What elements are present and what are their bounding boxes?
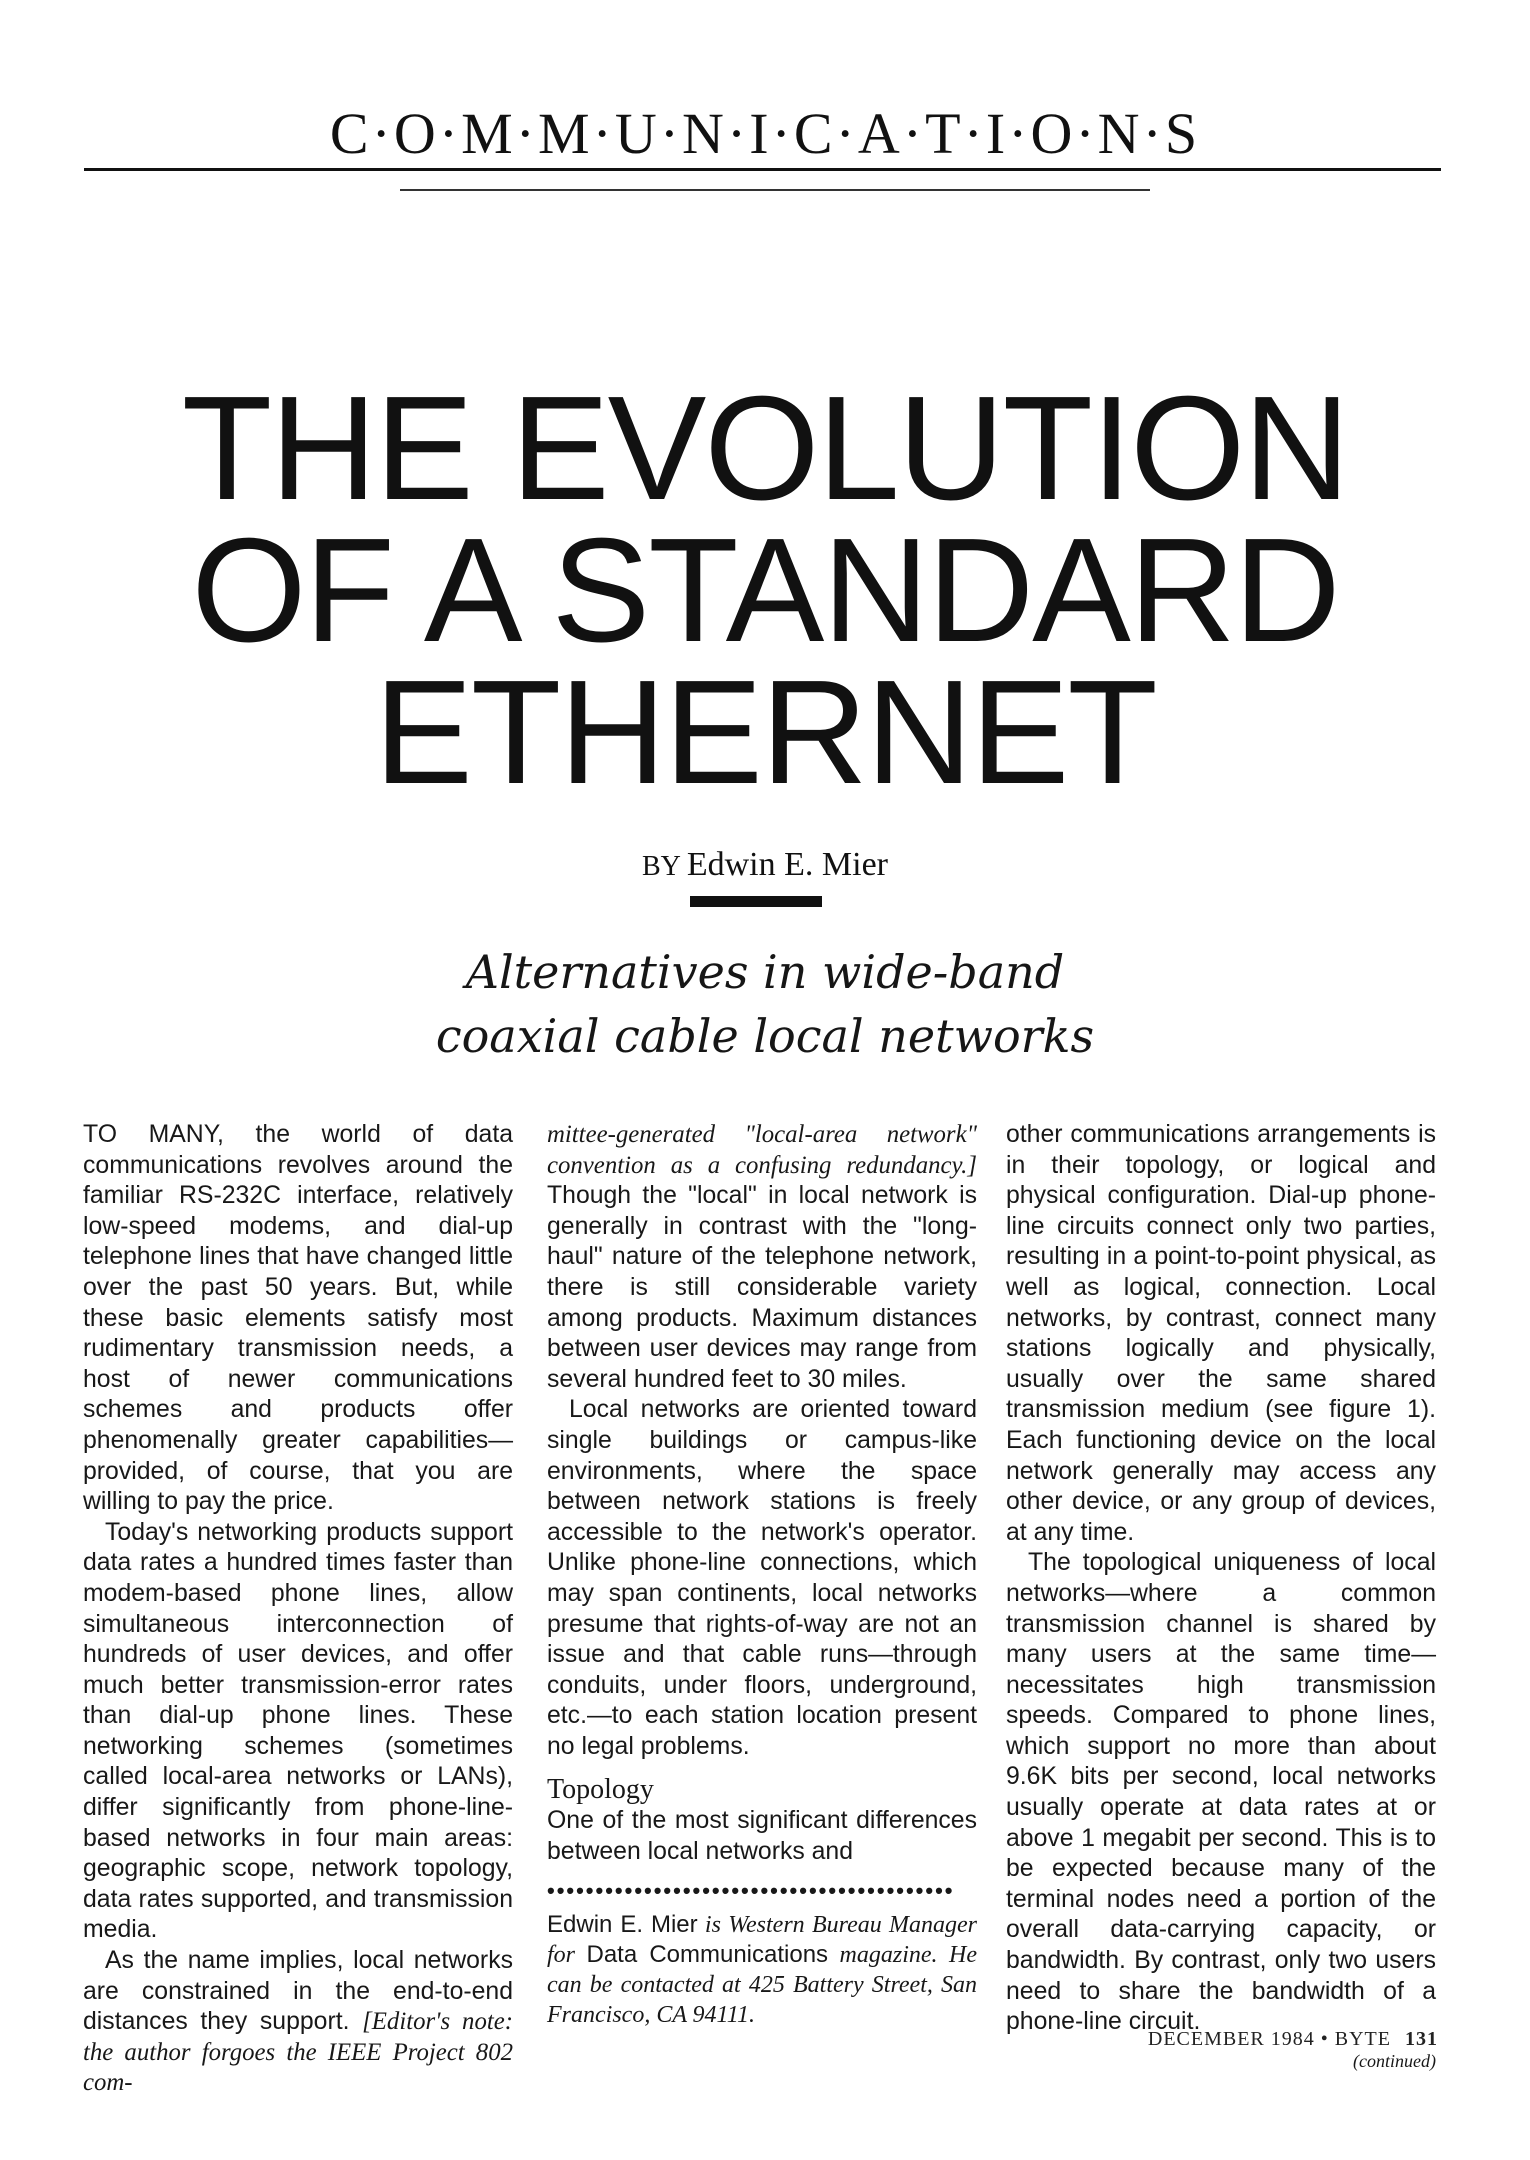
title-line: THE EVOLUTION [181, 366, 1349, 531]
paragraph: One of the most significant differences between local networks and [547, 1807, 977, 1866]
bio-name: Edwin E. Mier [547, 1910, 698, 1938]
editor-note: [Editor's note: the author forgoes the IEEE Project 802 com- [83, 2008, 513, 2097]
editor-note: mittee-generated "local-area network" convention as a confusing redundancy.] [547, 1121, 977, 1179]
issue-label: DECEMBER 1984 • BYTE [1147, 2028, 1391, 2050]
paragraph: Local networks are oriented toward single buildings or campus-like environments, where the space between network stations is freely accessible to the network's operator. Unlike phone-line connections, which may span continents, local networks presume that rights-of-way are not an issue and that cable runs—through conduits, under floors, underground, etc.—to each station location present no legal problems. [547, 1396, 977, 1760]
continued-label: (continued) [1353, 2050, 1436, 2071]
byline-bar [690, 896, 822, 907]
title-line: ETHERNET [374, 650, 1156, 815]
byline [0, 846, 1530, 884]
paragraph [83, 1946, 513, 2099]
bio-text: magazine. He can be contacted at [547, 1941, 977, 1998]
article-subtitle [0, 940, 1530, 1068]
section-heading-topology: Topology [547, 1774, 654, 1806]
column-2 [547, 1120, 977, 2030]
page-footer [1148, 2028, 1438, 2051]
column-1 [83, 1120, 513, 2099]
byline-author: Edwin E. Mier [686, 846, 888, 883]
byline-prefix: BY [642, 851, 687, 882]
paragraph: other communications arrangements is in their topology, or logical and physical configuration. Dial-up phone-line circuits connect only two parties, resulting in a point-to-point physical, as well as logical, connection. Local networks, by contrast, connect many stations logically and physically, usually over the same shared transmission medium (see figure 1). Each functioning device on the local network generally may access any other device, or any group of devices, at any time. [1006, 1121, 1436, 1546]
subtitle-line: Alternatives in wide-band [465, 945, 1065, 999]
header-rule [84, 168, 1441, 171]
bio-text: is Western Bureau Manager for [547, 1911, 978, 1968]
section-header: C·O·M·M·U·N·I·C·A·T·I·O·N·S [329, 101, 1201, 166]
bio-address: 425 Battery Street, San Francisco, CA 94111. [547, 1971, 978, 2028]
subtitle-line: coaxial cable local networks [435, 1009, 1095, 1063]
page-number: 131 [1405, 2028, 1438, 2050]
dotted-divider: •••••••••••••••••••••••••••••••••••••••••• [547, 1877, 955, 1903]
paragraph: The topological uniqueness of local networks—where a common transmission channel is shared by many users at the same time—necessitates high transmission speeds. Compared to phone lines, which support no more than about 9.6K bits per second, local networks usually operate at data rates at or above 1 megabit per second. This is to be expected because many of the terminal nodes need a portion of the overall data-carrying capacity, or bandwidth. By contrast, only two users need to share the bandwidth of a phone-line circuit. [1006, 1549, 1436, 2036]
author-bio [547, 1910, 977, 2030]
article-title [0, 366, 1530, 815]
paragraph: TO MANY, the world of data communications revolves around the familiar RS-232C interface, relatively low-speed modems, and dial-up telephone lines that have changed little over the past 50 years. But, while these basic elements satisfy most rudimentary transmission needs, a host of newer communications schemes and products offer phenomenally greater capabilities—provided, of course, that you are willing to pay the price. [83, 1121, 513, 1516]
bio-publication: Data Communications [586, 1940, 829, 1968]
paragraph [547, 1120, 977, 1395]
column-3 [1006, 1120, 1436, 2076]
paragraph-text: Though the "local" in local network is generally in contrast with the "long-haul" nature of the telephone network, there is still considerable variety among products. Maximum distances between user devices may range from several hundred feet to 30 miles. [547, 1182, 977, 1393]
paragraph-text: As the name implies, local networks are constrained in the end-to-end distances they support. [83, 1947, 513, 2036]
paragraph: Today's networking products support data rates a hundred times faster than modem-based phone lines, allow simultaneous interconnection of hundreds of user devices, and offer much better transmission-error rates than dial-up phone lines. These networking schemes (sometimes called local-area networks or LANs), differ significantly from phone-line-based networks in four main areas: geographic scope, network topology, data rates supported, and transmission media. [83, 1518, 513, 1944]
header-subrule [400, 189, 1150, 191]
title-line: OF A STANDARD [191, 508, 1339, 673]
